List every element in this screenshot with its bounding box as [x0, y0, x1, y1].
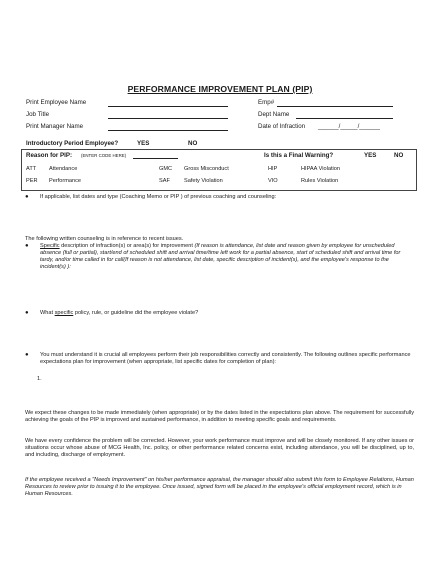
final-warning-label: Is this a Final Warning?	[264, 152, 334, 159]
expectations-item-1: 1.	[37, 376, 42, 382]
print-employee-name-label: Print Employee Name	[26, 99, 87, 106]
print-manager-name-label: Print Manager Name	[26, 123, 84, 130]
code-vio-desc: Rules Violation	[301, 178, 339, 184]
date-of-infraction-label: Date of Infraction	[258, 123, 306, 130]
policy-violated-prompt	[40, 310, 198, 317]
job-title-label: Job Title	[26, 111, 50, 118]
code-per-desc: Performance	[49, 178, 82, 184]
infraction-description-prompt	[40, 243, 412, 271]
expectations-prompt: You must understand it is crucial all employees perform their job responsibilities correctly and consistently. The following outlines specific performance expectations plan for improvement (when appropriate, list specific dates for completion of plan):	[40, 352, 411, 365]
specific-word: Specific	[40, 243, 60, 249]
code-att-desc: Attendance	[49, 166, 78, 172]
policy-prompt-post: policy, rule, or guideline did the employee violate?	[73, 310, 199, 316]
job-title-field[interactable]	[108, 118, 228, 119]
confidence-paragraph: We have every confidence the problem will be corrected. However, your work performance must improve and will be closely monitored. If any other issues or situations occur whose abuse of MCG Health, Inc. policy, or other performance related concerns exist, including attendance, you will be disciplined, up to, and including, discharge of employment.	[25, 438, 414, 458]
reason-hint: (ENTER CODE HERE)	[81, 153, 127, 158]
bullet-icon: ●	[25, 194, 29, 200]
bullet-icon: ●	[25, 310, 29, 316]
needs-improvement-note: If the employee received a "Needs Improvement" on his/her performance appraisal, the manager should also submit this form to Employee Relations, Human Resources to review prior to issuing it to the employee. Once issued, signed form will be placed in the employee's official employment record, which is in Human Resources.	[25, 477, 414, 497]
code-gmc: GMC	[159, 166, 173, 172]
final-warning-yes[interactable]: YES	[364, 152, 377, 159]
code-hip-desc: HIPAA Violation	[301, 166, 340, 172]
reason-label: Reason for PIP:	[26, 152, 73, 159]
page-title: PERFORMANCE IMPROVEMENT PLAN (PIP)	[127, 84, 313, 94]
bullet-icon: ●	[25, 352, 29, 358]
emp-num-label: Emp#	[258, 99, 275, 106]
intro-period-yes[interactable]: YES	[137, 140, 150, 147]
code-hip: HIP	[268, 166, 278, 172]
date-of-infraction-field[interactable]: ______/_____/______	[318, 123, 380, 130]
print-employee-name-field[interactable]	[108, 106, 228, 107]
code-per: PER	[26, 178, 38, 184]
previous-coaching-prompt: If applicable, list dates and type (Coaching Memo or PIP ) of previous coaching and counseling:	[40, 194, 277, 200]
emp-num-field[interactable]	[277, 106, 393, 107]
policy-prompt-pre: What	[40, 310, 55, 316]
bullet-icon: ●	[25, 243, 29, 249]
dept-name-field[interactable]	[296, 118, 393, 119]
code-vio: VIO	[268, 178, 278, 184]
intro-period-no[interactable]: NO	[188, 140, 198, 147]
infraction-instructions: (If reason is attendance, list date and reason given by employee for unscheduled absence (full or partial), start/end of scheduled shift and arrival time/time left work for a partial absence, start of scheduled shift and arrival time for tardy, and/or time called in for call(If reason is not attendance, list date, specific description of incident(s), and the employee's response to the incident(s) ):	[40, 243, 401, 270]
intro-period-label: Introductory Period Employee?	[26, 140, 119, 147]
reason-code-field[interactable]	[133, 158, 178, 159]
code-att: ATT	[26, 166, 37, 172]
code-gmc-desc: Gross Misconduct	[184, 166, 229, 172]
infraction-description-text: description of infraction(s) or area(s) for improvement	[59, 243, 195, 249]
code-saf-desc: Safety Violation	[184, 178, 223, 184]
dept-name-label: Dept Name	[258, 111, 290, 118]
specific-word: specific	[54, 310, 74, 316]
counseling-intro: The following written counseling is in reference to recent issues.	[25, 236, 184, 242]
code-saf: SAF	[159, 178, 170, 184]
print-manager-name-field[interactable]	[108, 130, 228, 131]
final-warning-no[interactable]: NO	[394, 152, 404, 159]
expectations-paragraph: We expect these changes to be made immediately (when appropriate) or by the dates listed in the expectations plan above. The requirement for successfully achieving the goals of the PIP is improved and sustained performance, in addition to meeting specific goals and requirements.	[25, 410, 414, 423]
